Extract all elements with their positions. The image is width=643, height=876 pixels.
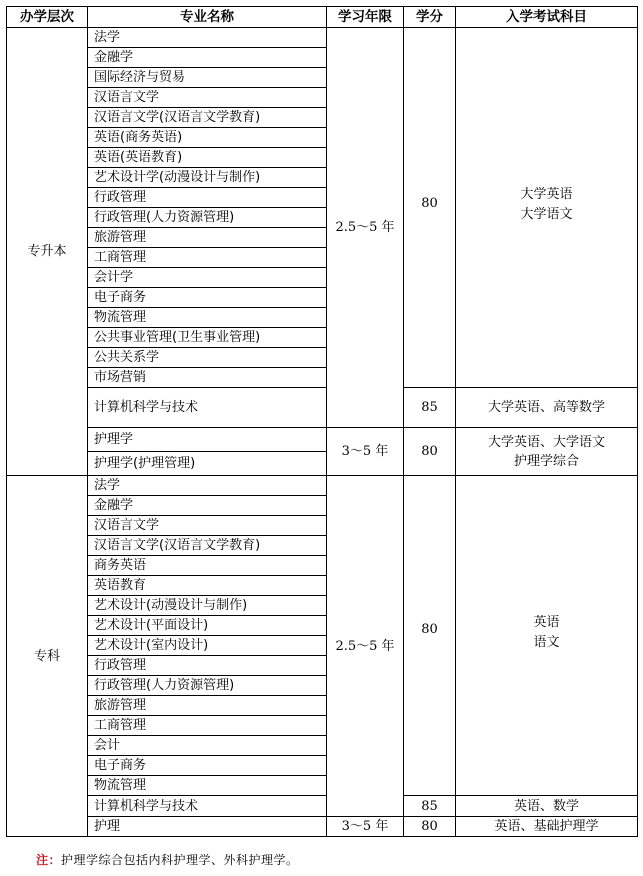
duration-cell: 3～5 年 — [327, 817, 404, 837]
major-cell: 电子商务 — [88, 756, 327, 776]
exam-subject: 大学英语 — [520, 187, 573, 202]
major-cell: 汉语言文学(汉语言文学教育) — [88, 536, 327, 556]
header-credits: 学分 — [404, 7, 456, 28]
major-cell: 工商管理 — [88, 248, 327, 268]
major-cell: 行政管理 — [88, 656, 327, 676]
major-cell: 艺术设计学(动漫设计与制作) — [88, 168, 327, 188]
exam-cell: 英语、基础护理学 — [456, 817, 638, 837]
major-cell: 国际经济与贸易 — [88, 68, 327, 88]
major-cell: 艺术设计(室内设计) — [88, 636, 327, 656]
exam-subject: 大学英语、大学语文 — [487, 434, 605, 450]
credits-cell: 85 — [404, 796, 456, 817]
duration-cell: 3～5 年 — [327, 428, 404, 476]
exam-cell: 英语、数学 — [456, 796, 638, 817]
major-cell: 电子商务 — [88, 288, 327, 308]
footnote-text: 护理学综合包括内科护理学、外科护理学。 — [61, 853, 299, 867]
table-row — [7, 476, 638, 496]
major-cell: 汉语言文学 — [88, 88, 327, 108]
duration-cell: 2.5～5 年 — [327, 28, 404, 428]
table-row — [7, 388, 638, 428]
exam-subject: 英语 — [533, 615, 560, 630]
credits-cell: 80 — [404, 476, 456, 796]
major-cell: 汉语言文学(汉语言文学教育) — [88, 108, 327, 128]
exam-subject: 护理学综合 — [513, 453, 579, 469]
major-cell: 公共事业管理(卫生事业管理) — [88, 328, 327, 348]
major-cell: 英语教育 — [88, 576, 327, 596]
major-cell: 工商管理 — [88, 716, 327, 736]
exam-cell — [456, 28, 638, 388]
major-cell: 旅游管理 — [88, 696, 327, 716]
major-cell: 市场营销 — [88, 368, 327, 388]
exam-subject: 语文 — [533, 635, 560, 650]
credits-cell: 80 — [404, 817, 456, 837]
table-row — [7, 796, 638, 817]
major-cell: 商务英语 — [88, 556, 327, 576]
footnote — [36, 851, 299, 868]
table-row — [7, 817, 638, 837]
footnote-label: 注： — [36, 853, 62, 867]
credits-cell: 80 — [404, 428, 456, 476]
major-cell: 护理学 — [88, 428, 327, 452]
level-cell: 专科 — [7, 476, 88, 837]
major-cell: 法学 — [88, 476, 327, 496]
exam-cell — [456, 476, 638, 796]
header-level: 办学层次 — [7, 7, 88, 28]
major-cell: 行政管理(人力资源管理) — [88, 676, 327, 696]
exam-cell: 大学英语、高等数学 — [456, 388, 638, 428]
major-cell: 护理 — [88, 817, 327, 837]
exam-cell — [456, 428, 638, 476]
major-cell: 护理学(护理管理) — [88, 452, 327, 476]
table-row — [7, 28, 638, 48]
major-cell: 英语(商务英语) — [88, 128, 327, 148]
major-cell: 会计 — [88, 736, 327, 756]
major-cell: 公共关系学 — [88, 348, 327, 368]
major-cell: 会计学 — [88, 268, 327, 288]
major-cell: 物流管理 — [88, 308, 327, 328]
header-exam: 入学考试科目 — [456, 7, 638, 28]
program-table — [6, 6, 638, 837]
major-cell: 行政管理(人力资源管理) — [88, 208, 327, 228]
major-cell: 计算机科学与技术 — [88, 388, 327, 428]
major-cell: 行政管理 — [88, 188, 327, 208]
major-cell: 艺术设计(平面设计) — [88, 616, 327, 636]
header-major: 专业名称 — [88, 7, 327, 28]
duration-cell: 2.5～5 年 — [327, 476, 404, 817]
major-cell: 金融学 — [88, 496, 327, 516]
credits-cell: 85 — [404, 388, 456, 428]
major-cell: 计算机科学与技术 — [88, 796, 327, 817]
major-cell: 物流管理 — [88, 776, 327, 796]
level-cell: 专升本 — [7, 28, 88, 476]
major-cell: 法学 — [88, 28, 327, 48]
major-cell: 英语(英语教育) — [88, 148, 327, 168]
major-cell: 金融学 — [88, 48, 327, 68]
table-row — [7, 428, 638, 452]
major-cell: 艺术设计(动漫设计与制作) — [88, 596, 327, 616]
major-cell: 汉语言文学 — [88, 516, 327, 536]
credits-cell: 80 — [404, 28, 456, 388]
major-cell: 旅游管理 — [88, 228, 327, 248]
header-row — [7, 7, 638, 28]
exam-subject: 大学语文 — [520, 207, 573, 222]
header-duration: 学习年限 — [327, 7, 404, 28]
